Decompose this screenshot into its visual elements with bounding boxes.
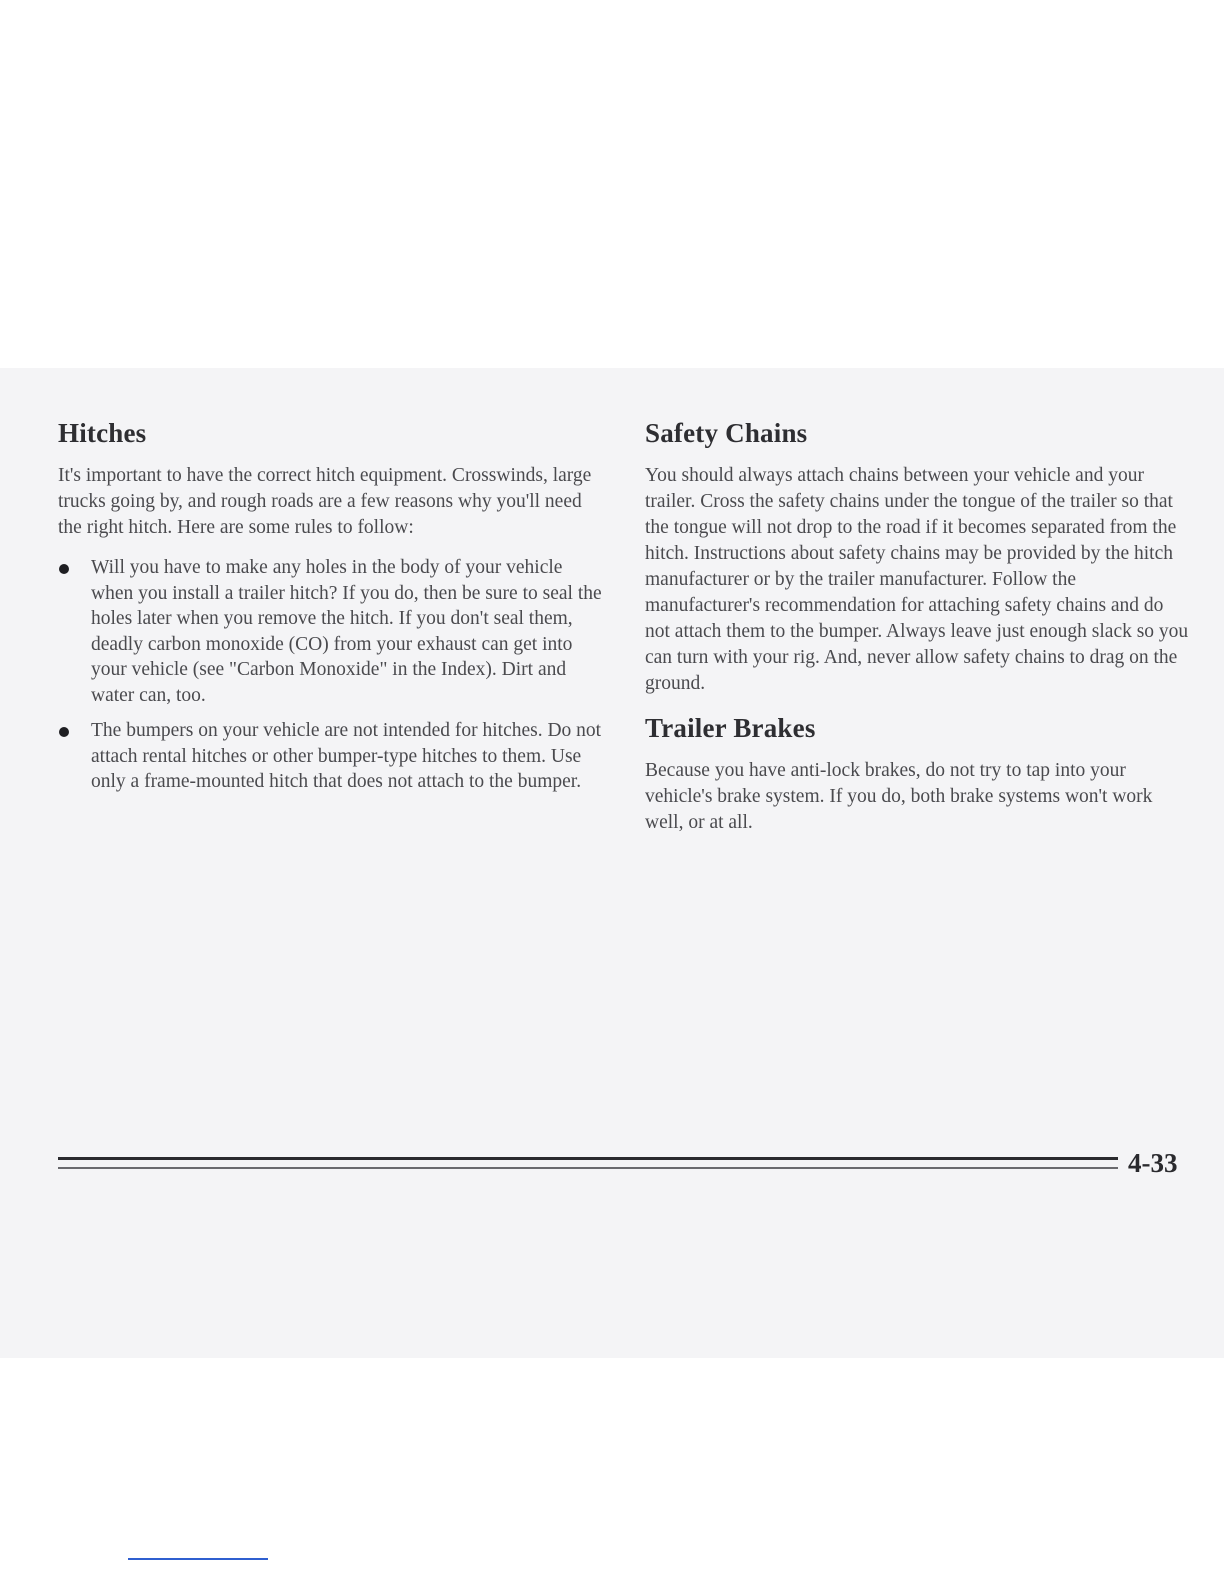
footer-rule-thick bbox=[58, 1157, 1118, 1160]
footer-link-underline[interactable] bbox=[128, 1558, 268, 1560]
bullet-icon bbox=[59, 564, 69, 574]
safety-chains-body: You should always attach chains between your vehicle and your trailer. Cross the safety chains under the tongue of the trailer so that the tongue will not drop to the road if it becomes separated from the hitch. Instructions about safety chains may be provided by the hitch manufacturer or by the trailer manufacturer. Follow the manufacturer's recommendation for attaching safety chains and do not attach them to the bumper. Always leave just enough slack so you can turn with your rig. And, never allow safety chains to drag on the ground. bbox=[645, 465, 1189, 694]
hitches-rules-list bbox=[58, 555, 603, 795]
right-column bbox=[645, 418, 1190, 836]
page-number: 4-33 bbox=[1128, 1148, 1178, 1178]
list-item bbox=[58, 718, 603, 795]
bullet-icon bbox=[59, 727, 69, 737]
trailer-brakes-body: Because you have anti-lock brakes, do not try to tap into your vehicle's brake system. If you do, both brake systems won't work well, or at all. bbox=[645, 760, 1153, 833]
hitches-heading: Hitches bbox=[58, 418, 147, 448]
trailer-brakes-section bbox=[645, 713, 1190, 836]
left-column bbox=[58, 418, 603, 805]
safety-chains-heading: Safety Chains bbox=[645, 418, 808, 448]
footer-rule-thin bbox=[58, 1167, 1118, 1169]
trailer-brakes-heading: Trailer Brakes bbox=[645, 713, 816, 743]
hitches-intro: It's important to have the correct hitch equipment. Crosswinds, large trucks going by, and rough roads are a few reasons why you'll need the right hitch. Here are some rules to follow: bbox=[58, 465, 592, 538]
list-item-text: Will you have to make any holes in the body of your vehicle when you install a trailer hitch? If you do, then be sure to seal the holes later when you remove the hitch. If you don't seal them, deadly carbon monoxide (CO) from your exhaust can get into your vehicle (see "Carbon Monoxide" in the Index). Dirt and water can, too. bbox=[91, 557, 602, 706]
list-item-text: The bumpers on your vehicle are not intended for hitches. Do not attach rental hitches or other bumper-type hitches to them. Use only a frame-mounted hitch that does not attach to the bumper. bbox=[91, 720, 602, 792]
list-item bbox=[58, 555, 603, 708]
